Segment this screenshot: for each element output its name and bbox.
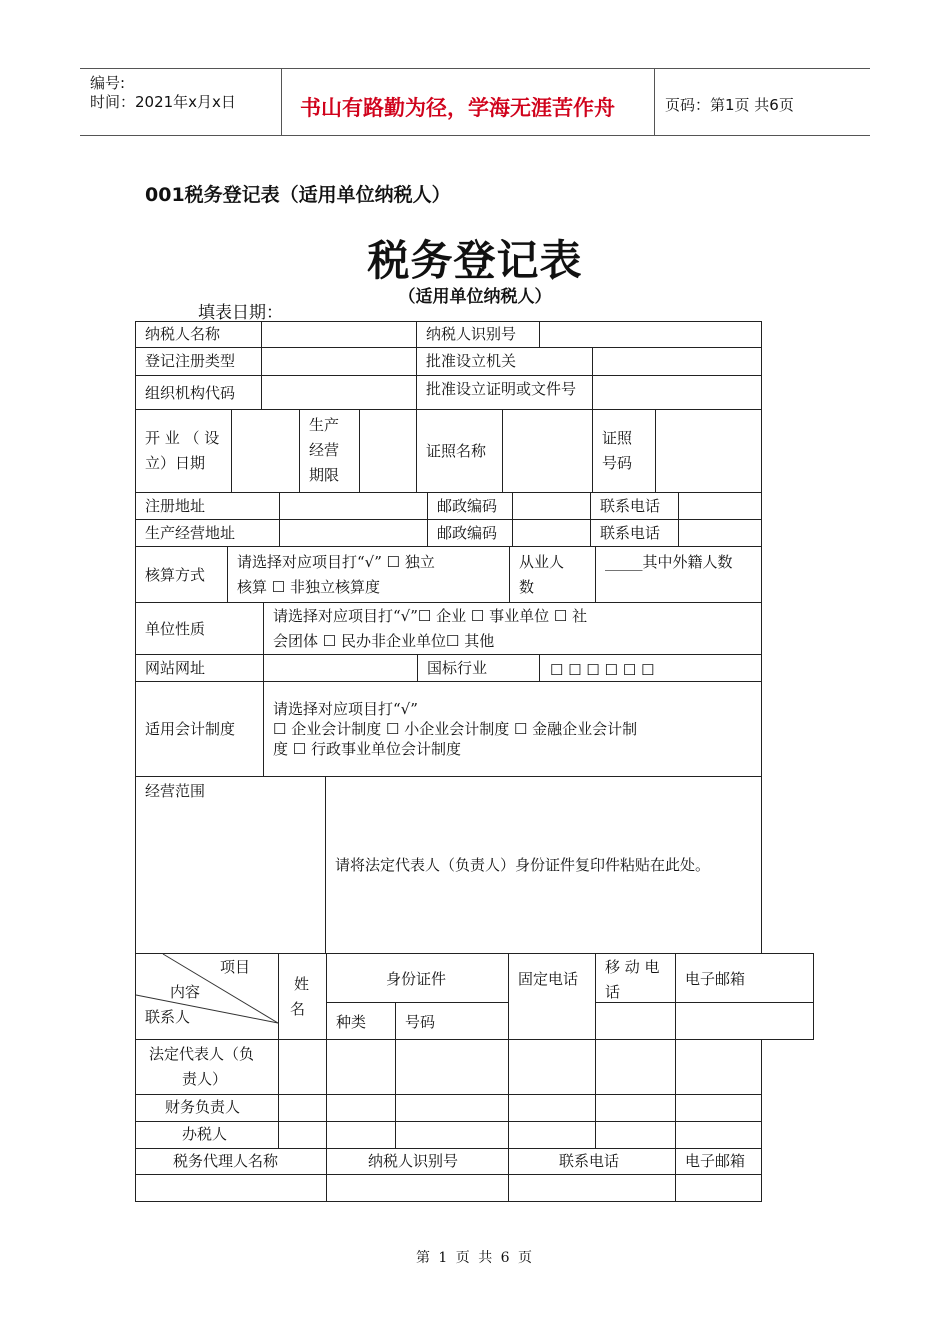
tax-officer-label: 办税人: [182, 1125, 228, 1143]
postcode-field-2[interactable]: [512, 519, 591, 547]
biz-address-field[interactable]: [279, 519, 428, 547]
agent-name-field[interactable]: [135, 1174, 327, 1202]
legal-rep-label-line1: 法定代表人（负: [149, 1045, 255, 1063]
biz-address-label: 生产经营地址: [145, 524, 236, 542]
unit-nature-label: 单位性质: [145, 620, 206, 638]
biz-scope-label: 经营范围: [145, 782, 206, 800]
finance-head-mobile-field[interactable]: [595, 1094, 676, 1122]
header-page-info: 页码：第1页 共6页: [665, 96, 794, 114]
diag-contact-label: 联系人: [145, 1008, 191, 1026]
legal-rep-id-type-field[interactable]: [326, 1039, 396, 1095]
id-doc-header: 身份证件: [386, 970, 447, 988]
biz-term-label-line1: 生产: [309, 416, 340, 434]
finance-head-name-field[interactable]: [278, 1094, 327, 1122]
legal-rep-fixed-phone-field[interactable]: [508, 1039, 596, 1095]
fixed-phone-header: 固定电话: [518, 970, 579, 988]
website-label: 网站网址: [145, 659, 206, 677]
paste-id-note: 请将法定代表人（负责人）身份证件复印件粘贴在此处。: [335, 856, 711, 874]
cell-mobile-subheader: [595, 1002, 676, 1040]
agent-name-header: 税务代理人名称: [173, 1152, 279, 1170]
acct-sys-line3: 度 ☐ 行政事业单位会计制度: [273, 740, 461, 758]
accounting-options-line1: 请选择对应项目打“√” ☐ 独立: [237, 553, 435, 571]
legal-rep-label-line2: 责人）: [182, 1070, 228, 1088]
mobile-header-line2: 话: [605, 983, 621, 1001]
email-header: 电子邮箱: [685, 970, 746, 988]
approving-org-label: 批准设立机关: [426, 352, 517, 370]
header-number-label: 编号:: [90, 74, 126, 92]
taxpayer-id-label: 纳税人识别号: [426, 325, 517, 343]
acct-sys-line1: 请选择对应项目打“√”: [273, 700, 418, 718]
header-divider-1: [281, 68, 282, 136]
diag-item-label: 项目: [220, 958, 251, 976]
document-title: 001税务登记表（适用单位纳税人）: [145, 184, 451, 206]
accounting-method-label: 核算方式: [145, 566, 206, 584]
header-motto: 书山有路勤为径，学海无涯苦作舟: [300, 96, 615, 120]
industry-label: 国标行业: [427, 659, 488, 677]
open-date-label-line1: 开 业 （ 设: [145, 429, 220, 447]
finance-head-label: 财务负责人: [165, 1098, 241, 1116]
legal-rep-email-field[interactable]: [675, 1039, 762, 1095]
reg-address-label: 注册地址: [145, 497, 206, 515]
page-footer: 第 1 页 共 6 页: [415, 1250, 535, 1266]
id-type-header: 种类: [336, 1013, 367, 1031]
mobile-header-line1: 移 动 电: [605, 958, 660, 976]
tax-officer-fixed-phone-field[interactable]: [508, 1121, 596, 1149]
finance-head-email-field[interactable]: [675, 1094, 762, 1122]
employees-label-line2: 数: [519, 578, 535, 596]
tax-officer-name-field[interactable]: [278, 1121, 327, 1149]
diag-content-label: 内容: [170, 983, 201, 1001]
phone-field-1[interactable]: [678, 492, 762, 520]
reg-address-field[interactable]: [279, 492, 428, 520]
tax-officer-id-no-field[interactable]: [395, 1121, 509, 1149]
agent-taxpayer-id-header: 纳税人识别号: [368, 1152, 459, 1170]
header-divider-2: [654, 68, 655, 136]
finance-head-id-type-field[interactable]: [326, 1094, 396, 1122]
form-subtitle: （适用单位纳税人）: [398, 287, 552, 307]
license-name-label: 证照名称: [426, 442, 487, 460]
id-no-header: 号码: [405, 1013, 436, 1031]
org-code-label: 组织机构代码: [145, 384, 236, 402]
approval-doc-field[interactable]: [592, 375, 762, 410]
approving-org-field[interactable]: [592, 347, 762, 376]
license-no-field[interactable]: [655, 409, 762, 493]
industry-checkboxes[interactable]: ☐ ☐ ☐ ☐ ☐ ☐: [550, 661, 655, 679]
accounting-options-line2: 核算 ☐ 非独立核算度: [237, 578, 380, 596]
fill-date-label: 填表日期：: [198, 303, 283, 323]
license-name-field[interactable]: [502, 409, 593, 493]
finance-head-fixed-phone-field[interactable]: [508, 1094, 596, 1122]
header-top-rule: [80, 68, 870, 69]
license-no-label-line2: 号码: [602, 454, 633, 472]
unit-options-line1: 请选择对应项目打“√”☐ 企业 ☐ 事业单位 ☐ 社: [273, 607, 588, 625]
postcode-field-1[interactable]: [512, 492, 591, 520]
license-no-label-line1: 证照: [602, 429, 633, 447]
agent-phone-field[interactable]: [508, 1174, 676, 1202]
phone-label-2: 联系电话: [600, 524, 661, 542]
reg-type-label: 登记注册类型: [145, 352, 236, 370]
taxpayer-id-field[interactable]: [539, 321, 762, 348]
agent-email-header: 电子邮箱: [685, 1152, 746, 1170]
website-field[interactable]: [263, 654, 418, 682]
header-time-label: 时间：2021年x月x日: [90, 93, 236, 111]
tax-officer-email-field[interactable]: [675, 1121, 762, 1149]
phone-label-1: 联系电话: [600, 497, 661, 515]
open-date-label-line2: 立）日期: [145, 454, 206, 472]
agent-phone-header: 联系电话: [559, 1152, 620, 1170]
acct-sys-line2: ☐ 企业会计制度 ☐ 小企业会计制度 ☐ 金融企业会计制: [273, 720, 638, 738]
legal-rep-name-field[interactable]: [278, 1039, 327, 1095]
foreign-count-label: _____其中外籍人数: [605, 553, 733, 571]
biz-term-label-line3: 期限: [309, 466, 340, 484]
agent-taxpayer-id-field[interactable]: [326, 1174, 509, 1202]
name-header-line1: 姓: [294, 975, 310, 993]
finance-head-id-no-field[interactable]: [395, 1094, 509, 1122]
form-title: 税务登记表: [367, 236, 583, 285]
unit-options-line2: 会团体 ☐ 民办非企业单位☐ 其他: [273, 632, 495, 650]
agent-email-field[interactable]: [675, 1174, 762, 1202]
tax-officer-id-type-field[interactable]: [326, 1121, 396, 1149]
approval-doc-label: 批准设立证明或文件号: [426, 380, 577, 398]
header-bottom-rule: [80, 135, 870, 136]
employees-label-line1: 从业人: [519, 553, 565, 571]
cell-approval-doc-label: [416, 375, 593, 410]
name-header-line2: 名: [290, 1000, 306, 1018]
legal-rep-id-no-field[interactable]: [395, 1039, 509, 1095]
postcode-label-2: 邮政编码: [437, 524, 498, 542]
cell-email-subheader: [675, 1002, 814, 1040]
org-code-field[interactable]: [261, 375, 417, 410]
phone-field-2[interactable]: [678, 519, 762, 547]
reg-type-field[interactable]: [261, 347, 417, 376]
accounting-system-label: 适用会计制度: [145, 720, 236, 738]
legal-rep-mobile-field[interactable]: [595, 1039, 676, 1095]
postcode-label-1: 邮政编码: [437, 497, 498, 515]
open-date-field[interactable]: [231, 409, 300, 493]
taxpayer-name-label: 纳税人名称: [145, 325, 221, 343]
tax-officer-mobile-field[interactable]: [595, 1121, 676, 1149]
biz-term-label-line2: 经营: [309, 441, 340, 459]
taxpayer-name-field[interactable]: [261, 321, 417, 348]
biz-term-field[interactable]: [359, 409, 417, 493]
